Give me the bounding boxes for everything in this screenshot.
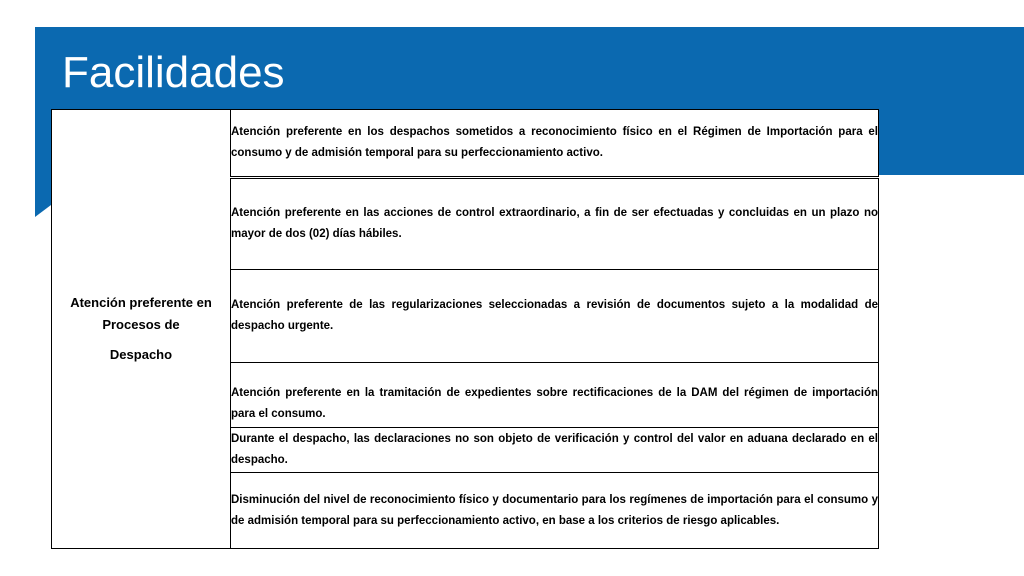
table-row [52, 110, 879, 178]
category-label-line1: Atención preferente en Procesos de [70, 295, 212, 332]
table-cell-description: Durante el despacho, las declaraciones no son objeto de verificación y control del valor en aduana declarado en el despacho. [231, 428, 879, 473]
table-cell-description: Atención preferente en las acciones de control extraordinario, a fin de ser efectuadas y concluidas en un plazo no mayor de dos (02) días hábiles. [231, 178, 879, 270]
table-cell-description: Atención preferente en los despachos sometidos a reconocimiento físico en el Régimen de Importación para el consumo y de admisión temporal para su perfeccionamiento activo. [231, 110, 879, 178]
category-label-line2: Despacho [109, 347, 173, 362]
category-cell [52, 110, 231, 549]
facilities-table [51, 109, 879, 549]
slide-title: Facilidades [62, 48, 285, 97]
table-cell-description: Disminución del nivel de reconocimiento físico y documentario para los regímenes de importación para el consumo y de admisión temporal para su perfeccionamiento activo, en base a los criterios de riesgo aplicables. [231, 473, 879, 549]
table-cell-description: Atención preferente en la tramitación de expedientes sobre rectificaciones de la DAM del régimen de importación para el consumo. [231, 363, 879, 428]
table-cell-description: Atención preferente de las regularizaciones seleccionadas a revisión de documentos sujeto a la modalidad de despacho urgente. [231, 270, 879, 363]
